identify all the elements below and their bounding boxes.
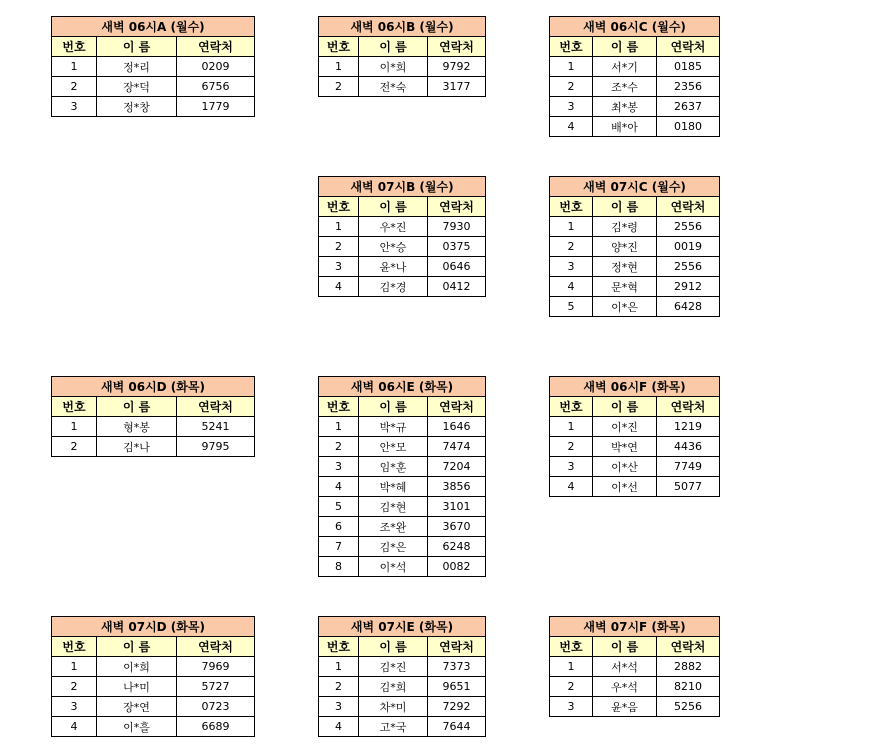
roster-table-block — [549, 16, 720, 137]
cell-name: 이*진 — [593, 417, 657, 437]
table-row — [52, 657, 255, 677]
cell-name: 차*미 — [359, 697, 428, 717]
cell-phone: 3101 — [428, 497, 486, 517]
table-title: 새벽 07시E (화목) — [319, 617, 486, 637]
table-row — [319, 457, 486, 477]
cell-phone: 2556 — [657, 217, 720, 237]
header-phone: 연락처 — [428, 197, 486, 217]
table-row — [550, 697, 720, 717]
cell-phone: 3856 — [428, 477, 486, 497]
table-row — [319, 537, 486, 557]
table-title-row — [319, 17, 486, 37]
table-row — [550, 57, 720, 77]
cell-number: 7 — [319, 537, 359, 557]
cell-phone: 5077 — [657, 477, 720, 497]
cell-name: 서*석 — [593, 657, 657, 677]
roster-table-block — [318, 616, 486, 737]
table-row — [52, 77, 255, 97]
cell-number: 2 — [550, 237, 593, 257]
header-name: 이 름 — [97, 397, 177, 417]
table-row — [319, 57, 486, 77]
table-row — [319, 77, 486, 97]
cell-name: 양*진 — [593, 237, 657, 257]
cell-number: 1 — [319, 57, 359, 77]
cell-name: 김*령 — [593, 217, 657, 237]
cell-name: 김*희 — [359, 677, 428, 697]
cell-number: 3 — [319, 697, 359, 717]
table-title-row — [550, 377, 720, 397]
cell-phone: 4436 — [657, 437, 720, 457]
table-title-row — [52, 17, 255, 37]
cell-phone: 1646 — [428, 417, 486, 437]
header-phone: 연락처 — [657, 197, 720, 217]
table-row — [319, 277, 486, 297]
cell-name: 문*혁 — [593, 277, 657, 297]
cell-number: 1 — [52, 57, 97, 77]
table-row — [319, 417, 486, 437]
cell-name: 이*희 — [97, 657, 177, 677]
cell-phone: 7749 — [657, 457, 720, 477]
table-header-row — [52, 397, 255, 417]
table-header-row — [52, 37, 255, 57]
cell-phone: 5256 — [657, 697, 720, 717]
table-row — [550, 677, 720, 697]
table-row — [550, 257, 720, 277]
cell-phone: 6248 — [428, 537, 486, 557]
cell-number: 6 — [319, 517, 359, 537]
cell-phone: 9792 — [428, 57, 486, 77]
header-phone: 연락처 — [177, 37, 255, 57]
table-header-row — [319, 197, 486, 217]
cell-name: 정*창 — [97, 97, 177, 117]
roster-table — [51, 616, 255, 737]
cell-name: 김*경 — [359, 277, 428, 297]
cell-number: 1 — [550, 417, 593, 437]
cell-name: 김*은 — [359, 537, 428, 557]
cell-number: 3 — [52, 697, 97, 717]
cell-name: 박*규 — [359, 417, 428, 437]
table-title-row — [52, 377, 255, 397]
cell-name: 이*희 — [359, 57, 428, 77]
cell-number: 2 — [319, 77, 359, 97]
header-name: 이 름 — [359, 197, 428, 217]
roster-table — [318, 16, 486, 97]
cell-number: 3 — [550, 97, 593, 117]
cell-number: 2 — [550, 77, 593, 97]
table-title: 새벽 06시C (월수) — [550, 17, 720, 37]
table-row — [319, 237, 486, 257]
cell-number: 4 — [550, 117, 593, 137]
cell-phone: 7969 — [177, 657, 255, 677]
cell-number: 3 — [52, 97, 97, 117]
header-number: 번호 — [319, 197, 359, 217]
table-row — [319, 557, 486, 577]
table-header-row — [319, 637, 486, 657]
header-number: 번호 — [319, 37, 359, 57]
table-header-row — [319, 397, 486, 417]
cell-phone: 5241 — [177, 417, 255, 437]
cell-phone: 3670 — [428, 517, 486, 537]
header-name: 이 름 — [593, 37, 657, 57]
header-number: 번호 — [319, 637, 359, 657]
cell-number: 2 — [319, 237, 359, 257]
cell-number: 4 — [550, 477, 593, 497]
table-row — [52, 677, 255, 697]
cell-phone: 6756 — [177, 77, 255, 97]
cell-phone: 7204 — [428, 457, 486, 477]
header-number: 번호 — [550, 197, 593, 217]
cell-phone: 6689 — [177, 717, 255, 737]
cell-phone: 2356 — [657, 77, 720, 97]
table-title-row — [550, 17, 720, 37]
header-phone: 연락처 — [177, 397, 255, 417]
header-phone: 연락처 — [428, 637, 486, 657]
cell-number: 1 — [319, 657, 359, 677]
cell-name: 박*연 — [593, 437, 657, 457]
cell-name: 이*흘 — [97, 717, 177, 737]
cell-phone: 7930 — [428, 217, 486, 237]
table-row — [550, 297, 720, 317]
table-header-row — [550, 397, 720, 417]
header-name: 이 름 — [97, 37, 177, 57]
roster-table-block — [549, 616, 720, 717]
table-row — [319, 657, 486, 677]
roster-table-block — [318, 176, 486, 297]
table-row — [550, 237, 720, 257]
roster-table — [549, 16, 720, 137]
cell-number: 1 — [550, 57, 593, 77]
cell-phone: 7373 — [428, 657, 486, 677]
cell-phone: 2556 — [657, 257, 720, 277]
table-title-row — [319, 177, 486, 197]
cell-number: 4 — [550, 277, 593, 297]
cell-number: 2 — [319, 677, 359, 697]
roster-table — [51, 376, 255, 457]
roster-table-block — [51, 16, 255, 117]
cell-phone: 0375 — [428, 237, 486, 257]
cell-phone: 0019 — [657, 237, 720, 257]
cell-phone: 0412 — [428, 277, 486, 297]
cell-name: 장*연 — [97, 697, 177, 717]
cell-number: 5 — [550, 297, 593, 317]
cell-name: 전*숙 — [359, 77, 428, 97]
cell-name: 우*석 — [593, 677, 657, 697]
table-row — [52, 717, 255, 737]
cell-name: 안*모 — [359, 437, 428, 457]
header-number: 번호 — [52, 397, 97, 417]
cell-number: 3 — [550, 457, 593, 477]
table-row — [319, 437, 486, 457]
table-row — [550, 417, 720, 437]
cell-number: 3 — [319, 457, 359, 477]
table-row — [319, 217, 486, 237]
table-row — [550, 97, 720, 117]
cell-name: 안*승 — [359, 237, 428, 257]
cell-name: 조*완 — [359, 517, 428, 537]
roster-table-block — [318, 16, 486, 97]
table-row — [52, 697, 255, 717]
header-name: 이 름 — [97, 637, 177, 657]
header-number: 번호 — [319, 397, 359, 417]
cell-phone: 1219 — [657, 417, 720, 437]
cell-name: 박*혜 — [359, 477, 428, 497]
table-row — [550, 457, 720, 477]
roster-table-block — [51, 376, 255, 457]
roster-table — [318, 176, 486, 297]
cell-number: 1 — [550, 217, 593, 237]
table-header-row — [52, 637, 255, 657]
cell-number: 1 — [319, 217, 359, 237]
roster-table-block — [549, 376, 720, 497]
cell-number: 2 — [52, 437, 97, 457]
header-name: 이 름 — [593, 397, 657, 417]
table-title-row — [52, 617, 255, 637]
roster-table-block — [318, 376, 486, 577]
cell-name: 형*봉 — [97, 417, 177, 437]
cell-number: 8 — [319, 557, 359, 577]
table-title: 새벽 06시B (월수) — [319, 17, 486, 37]
table-title: 새벽 06시D (화목) — [52, 377, 255, 397]
header-name: 이 름 — [593, 637, 657, 657]
table-row — [550, 657, 720, 677]
cell-number: 1 — [52, 417, 97, 437]
header-phone: 연락처 — [177, 637, 255, 657]
table-header-row — [319, 37, 486, 57]
cell-number: 3 — [550, 697, 593, 717]
table-row — [319, 477, 486, 497]
header-name: 이 름 — [359, 37, 428, 57]
cell-number: 1 — [52, 657, 97, 677]
table-row — [319, 697, 486, 717]
table-header-row — [550, 197, 720, 217]
cell-number: 4 — [319, 477, 359, 497]
cell-phone: 2637 — [657, 97, 720, 117]
table-title: 새벽 06시F (화목) — [550, 377, 720, 397]
cell-phone: 0082 — [428, 557, 486, 577]
cell-phone: 0209 — [177, 57, 255, 77]
cell-name: 고*국 — [359, 717, 428, 737]
table-title: 새벽 07시C (월수) — [550, 177, 720, 197]
cell-phone: 2882 — [657, 657, 720, 677]
cell-name: 정*리 — [97, 57, 177, 77]
header-phone: 연락처 — [657, 397, 720, 417]
cell-name: 이*선 — [593, 477, 657, 497]
table-row — [319, 717, 486, 737]
table-row — [550, 477, 720, 497]
cell-name: 임*훈 — [359, 457, 428, 477]
table-header-row — [550, 37, 720, 57]
table-title-row — [550, 177, 720, 197]
table-row — [319, 517, 486, 537]
cell-name: 배*아 — [593, 117, 657, 137]
cell-phone: 2912 — [657, 277, 720, 297]
cell-name: 장*덕 — [97, 77, 177, 97]
cell-phone: 7474 — [428, 437, 486, 457]
table-title-row — [550, 617, 720, 637]
cell-number: 2 — [52, 677, 97, 697]
cell-number: 2 — [52, 77, 97, 97]
roster-table-block — [51, 616, 255, 737]
table-row — [52, 417, 255, 437]
cell-name: 이*은 — [593, 297, 657, 317]
cell-phone: 0185 — [657, 57, 720, 77]
cell-name: 서*기 — [593, 57, 657, 77]
header-number: 번호 — [550, 637, 593, 657]
header-phone: 연락처 — [657, 37, 720, 57]
cell-number: 1 — [319, 417, 359, 437]
header-number: 번호 — [550, 37, 593, 57]
cell-number: 2 — [550, 677, 593, 697]
cell-name: 김*진 — [359, 657, 428, 677]
cell-number: 3 — [319, 257, 359, 277]
cell-phone: 6428 — [657, 297, 720, 317]
cell-name: 최*봉 — [593, 97, 657, 117]
header-name: 이 름 — [593, 197, 657, 217]
cell-number: 5 — [319, 497, 359, 517]
cell-name: 조*수 — [593, 77, 657, 97]
roster-table — [549, 616, 720, 717]
cell-phone: 7644 — [428, 717, 486, 737]
cell-phone: 9651 — [428, 677, 486, 697]
cell-number: 4 — [319, 277, 359, 297]
table-row — [52, 97, 255, 117]
table-row — [550, 77, 720, 97]
cell-phone: 8210 — [657, 677, 720, 697]
header-phone: 연락처 — [428, 397, 486, 417]
cell-number: 2 — [319, 437, 359, 457]
cell-phone: 1779 — [177, 97, 255, 117]
cell-name: 나*미 — [97, 677, 177, 697]
table-row — [550, 437, 720, 457]
roster-table — [318, 616, 486, 737]
cell-phone: 7292 — [428, 697, 486, 717]
cell-number: 1 — [550, 657, 593, 677]
cell-name: 김*현 — [359, 497, 428, 517]
table-row — [550, 277, 720, 297]
roster-table-block — [549, 176, 720, 317]
roster-table — [51, 16, 255, 117]
table-title-row — [319, 377, 486, 397]
cell-name: 정*현 — [593, 257, 657, 277]
cell-phone: 0180 — [657, 117, 720, 137]
table-title-row — [319, 617, 486, 637]
table-row — [52, 437, 255, 457]
roster-table — [549, 176, 720, 317]
roster-table — [549, 376, 720, 497]
header-name: 이 름 — [359, 637, 428, 657]
header-name: 이 름 — [359, 397, 428, 417]
table-header-row — [550, 637, 720, 657]
cell-phone: 0646 — [428, 257, 486, 277]
cell-name: 이*산 — [593, 457, 657, 477]
header-number: 번호 — [52, 37, 97, 57]
table-row — [319, 497, 486, 517]
table-row — [550, 217, 720, 237]
cell-number: 3 — [550, 257, 593, 277]
table-row — [52, 57, 255, 77]
cell-name: 윤*음 — [593, 697, 657, 717]
cell-phone: 3177 — [428, 77, 486, 97]
table-title: 새벽 07시B (월수) — [319, 177, 486, 197]
cell-name: 우*진 — [359, 217, 428, 237]
table-row — [319, 257, 486, 277]
table-title: 새벽 07시F (화목) — [550, 617, 720, 637]
table-title: 새벽 07시D (화목) — [52, 617, 255, 637]
cell-phone: 0723 — [177, 697, 255, 717]
cell-number: 4 — [52, 717, 97, 737]
header-phone: 연락처 — [428, 37, 486, 57]
cell-name: 윤*나 — [359, 257, 428, 277]
table-row — [550, 117, 720, 137]
cell-name: 이*석 — [359, 557, 428, 577]
table-title: 새벽 06시E (화목) — [319, 377, 486, 397]
table-title: 새벽 06시A (월수) — [52, 17, 255, 37]
cell-name: 김*나 — [97, 437, 177, 457]
table-row — [319, 677, 486, 697]
roster-table — [318, 376, 486, 577]
header-number: 번호 — [52, 637, 97, 657]
header-number: 번호 — [550, 397, 593, 417]
cell-number: 2 — [550, 437, 593, 457]
cell-phone: 9795 — [177, 437, 255, 457]
cell-number: 4 — [319, 717, 359, 737]
header-phone: 연락처 — [657, 637, 720, 657]
cell-phone: 5727 — [177, 677, 255, 697]
